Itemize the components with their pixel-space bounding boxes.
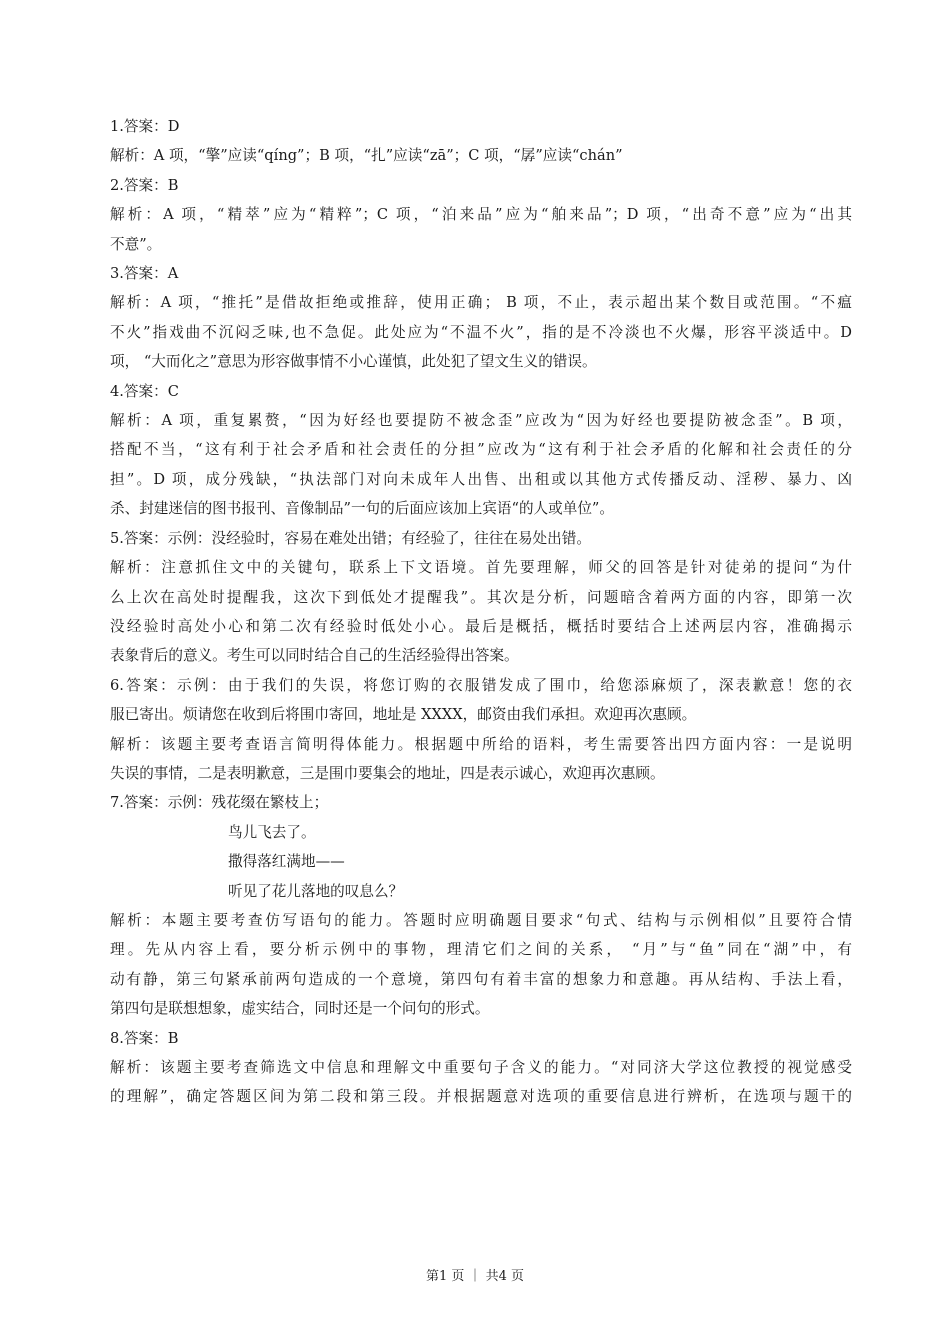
text-line: 解析：本题主要考查仿写语句的能力。答题时应明确题目要求“句式、结构与示例相似”且要符合情	[110, 911, 852, 929]
text-line: 3.答案：A	[110, 265, 179, 283]
text-line: 解析：该题主要考查筛选文中信息和理解文中重要句子含义的能力。“对同济大学这位教授的视觉感受	[110, 1059, 852, 1076]
text-line: 解析：A 项，“擎”应读“qíng”；B 项，“扎”应读“zā”；C 项，“孱”应读“chán”	[110, 147, 623, 165]
text-line: 没经验时高处小心和第二次有经验时低处小心。最后是概括，概括时要结合上述两层内容，准确揭示	[110, 617, 852, 635]
text-line: 么上次在高处时提醒我，这次下到低处才提醒我”。其次是分析，问题暗含着两方面的内容，即第一次	[110, 588, 852, 606]
text-line: 杀、封建迷信的图书报刊、音像制品”一句的后面应该加上宾语“的人或单位”。	[110, 500, 614, 518]
text-line: 2.答案：B	[110, 176, 179, 194]
text-line: 失误的事情，二是表明歉意，三是围巾要集会的地址，四是表示诚心，欢迎再次惠顾。	[110, 764, 665, 782]
text-line: 搭配不当，“这有利于社会矛盾和社会责任的分担”应改为“这有利于社会矛盾的化解和社会责任的分	[110, 441, 852, 459]
text-line: 的理解”，确定答题区间为第二段和第三段。并根据题意对选项的重要信息进行辨析，在选项与题干的	[110, 1088, 852, 1106]
text-line: 担”。D 项，成分残缺，“执法部门对向未成年人出售、出租或以其他方式传播反动、淫秽、暴力、凶	[110, 470, 852, 488]
text-line: 解析：A 项，重复累赘，“因为好经也要提防不被念歪”应改为“因为好经也要提防被念歪”。B 项，	[110, 412, 852, 430]
text-line: 不火”指戏曲不沉闷乏味,也不急促。此处应为“不温不火”，指的是不冷淡也不火爆，形容平淡适中。D	[110, 323, 852, 341]
text-line: 解析：A 项，“推托”是借故拒绝或推辞，使用正确； B 项，不止，表示超出某个数目或范围。“不瘟	[110, 294, 852, 312]
text-line: 8.答案：B	[110, 1029, 179, 1047]
text-line: 4.答案：C	[110, 382, 179, 400]
text-line: 1.答案：D	[110, 118, 180, 135]
text-line: 解析：该题主要考查语言简明得体能力。根据题中所给的语料，考生需要答出四方面内容：一是说明	[110, 735, 852, 753]
text-line: 解析：注意抓住文中的关键句，联系上下文语境。首先要理解，师父的回答是针对徒弟的提问“为什	[110, 559, 852, 577]
page-footer: 第1 页 ｜ 共4 页	[425, 1269, 525, 1284]
text-line: 6.答案：示例：由于我们的失误，将您订购的衣服错发成了围巾，给您添麻烦了，深表歉意！您的衣	[110, 676, 852, 694]
text-line: 撒得落红满地——	[228, 853, 345, 871]
text-line: 鸟儿飞去了。	[228, 823, 316, 841]
text-line: 解析：A 项，“精萃”应为“精粹”；C 项，“泊来品”应为“舶来品”；D 项，“出奇不意”应为“出其	[110, 206, 852, 224]
document-body	[110, 112, 852, 1112]
text-line: 听见了花儿落地的叹息么？	[228, 882, 404, 900]
text-line: 第四句是联想想象，虚实结合，同时还是一个问句的形式。	[110, 1000, 490, 1018]
text-line: 不意”。	[110, 235, 162, 253]
text-line: 动有静，第三句紧承前两句造成的一个意境，第四句有着丰富的想象力和意趣。再从结构、手法上看，	[110, 970, 852, 988]
text-line: 项， “大而化之”意思为形容做事情不小心谨慎，此处犯了望文生义的错误。	[110, 353, 597, 371]
text-line: 服已寄出。烦请您在收到后将围巾寄回，地址是 XXXX，邮资由我们承担。欢迎再次惠顾。	[110, 706, 697, 724]
text-line: 表象背后的意义。考生可以同时结合自己的生活经验得出答案。	[110, 647, 519, 665]
text-line: 7.答案：示例：残花缀在繁枝上；	[110, 794, 329, 812]
text-line: 5.答案：示例：没经验时，容易在难处出错；有经验了，往往在易处出错。	[110, 529, 591, 547]
text-line: 理。先从内容上看，要分析示例中的事物，理清它们之间的关系， “月”与“鱼”同在“湖”中，有	[110, 941, 852, 959]
